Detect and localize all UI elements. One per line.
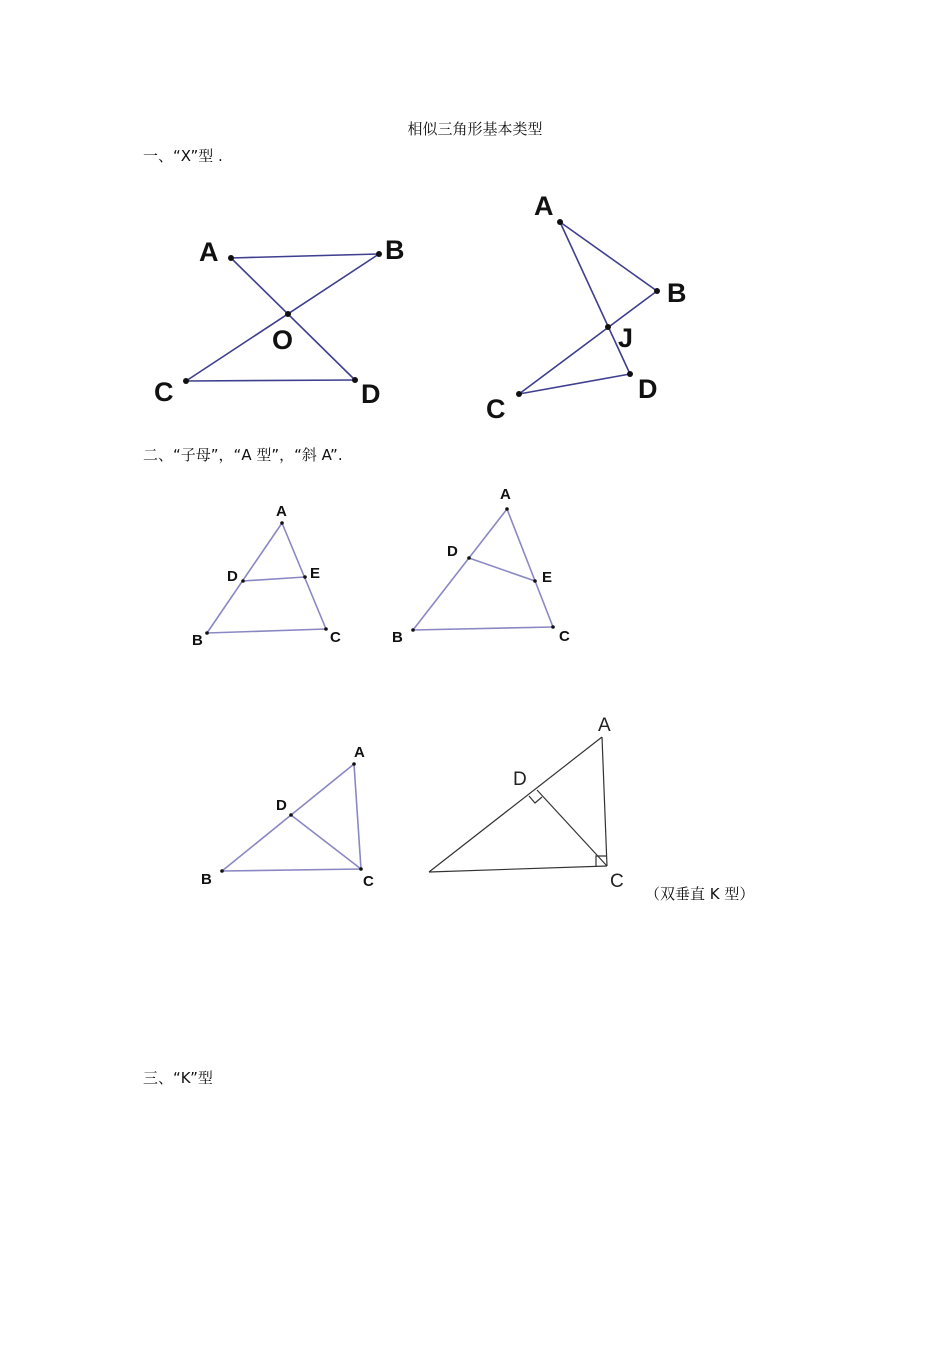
segment-de xyxy=(243,577,305,581)
figure-mother-child-type xyxy=(201,744,374,890)
segment-ab xyxy=(231,254,379,258)
label-o: O xyxy=(272,325,294,355)
label-d: D xyxy=(447,543,458,560)
figure-a-type xyxy=(192,503,341,649)
point-a xyxy=(280,521,284,525)
section-2-heading: 二、“子母”，“A 型”，“斜 A”. xyxy=(143,446,343,464)
figure-oblique-a-type xyxy=(392,486,570,646)
segment-base xyxy=(429,866,607,872)
label-e: E xyxy=(310,565,321,582)
point-c xyxy=(324,627,328,631)
label-d: D xyxy=(227,568,238,585)
label-j: J xyxy=(618,323,634,353)
label-b: B xyxy=(392,629,403,646)
page-title: 相似三角形基本类型 xyxy=(407,120,543,138)
segment-ab xyxy=(560,222,657,291)
point-c xyxy=(516,391,522,397)
point-a xyxy=(352,762,356,766)
point-d xyxy=(627,371,633,377)
point-a xyxy=(505,507,509,511)
segment-ab xyxy=(413,509,507,630)
label-c: C xyxy=(486,394,506,424)
point-a xyxy=(557,219,563,225)
segment-cd xyxy=(519,374,630,394)
label-c: C xyxy=(610,871,624,892)
label-d: D xyxy=(276,797,287,814)
label-a: A xyxy=(354,744,365,761)
label-e: E xyxy=(542,569,553,586)
point-d xyxy=(467,556,471,560)
segment-ac xyxy=(602,737,607,866)
right-angle-mark-c xyxy=(596,856,606,866)
segment-cd xyxy=(186,380,355,381)
label-b: B xyxy=(385,235,405,265)
segment-cd-altitude xyxy=(537,790,607,866)
label-a: A xyxy=(598,715,611,736)
point-j xyxy=(605,324,611,330)
label-d: D xyxy=(638,374,658,404)
right-angle-mark-d xyxy=(529,796,542,803)
label-c: C xyxy=(559,628,570,645)
point-e xyxy=(303,575,307,579)
label-a: A xyxy=(199,237,219,267)
label-d: D xyxy=(513,769,527,790)
point-c xyxy=(183,378,189,384)
point-e xyxy=(533,579,537,583)
segment-ad xyxy=(231,258,355,380)
label-b: B xyxy=(192,632,203,649)
segment-bc xyxy=(186,254,379,381)
point-a xyxy=(228,255,234,261)
segment-ab xyxy=(207,523,282,633)
segment-bc xyxy=(207,629,326,633)
point-c xyxy=(551,625,555,629)
segment-ac xyxy=(354,764,361,869)
label-a: A xyxy=(276,503,287,520)
label-d: D xyxy=(361,379,381,409)
label-b: B xyxy=(201,871,212,888)
figure-x-type-1 xyxy=(154,235,405,409)
segment-bc xyxy=(222,869,361,871)
segment-de xyxy=(469,558,535,581)
label-c: C xyxy=(363,873,374,890)
point-b xyxy=(411,628,415,632)
figure-x-type-2 xyxy=(486,191,687,424)
segment-hypotenuse xyxy=(429,737,602,872)
label-c: C xyxy=(330,629,341,646)
point-b xyxy=(205,631,209,635)
point-d xyxy=(289,813,293,817)
label-a: A xyxy=(534,191,554,221)
point-d xyxy=(352,377,358,383)
segment-ab xyxy=(222,764,354,871)
segment-bc xyxy=(519,291,657,394)
segment-bc xyxy=(413,627,553,630)
label-a: A xyxy=(500,486,511,503)
point-b xyxy=(654,288,660,294)
segment-dc xyxy=(291,815,361,869)
point-b xyxy=(220,869,224,873)
section-3-heading: 三、“K”型 xyxy=(143,1069,213,1087)
double-perpendicular-note: （双垂直 K 型） xyxy=(645,885,755,903)
point-o xyxy=(285,311,291,317)
label-c: C xyxy=(154,377,174,407)
section-1-heading: 一、“X”型 . xyxy=(143,147,223,165)
figure-double-perpendicular xyxy=(429,715,624,892)
point-c xyxy=(359,867,363,871)
point-d xyxy=(241,579,245,583)
label-b: B xyxy=(667,278,687,308)
segment-ac xyxy=(507,509,553,627)
point-b xyxy=(376,251,382,257)
